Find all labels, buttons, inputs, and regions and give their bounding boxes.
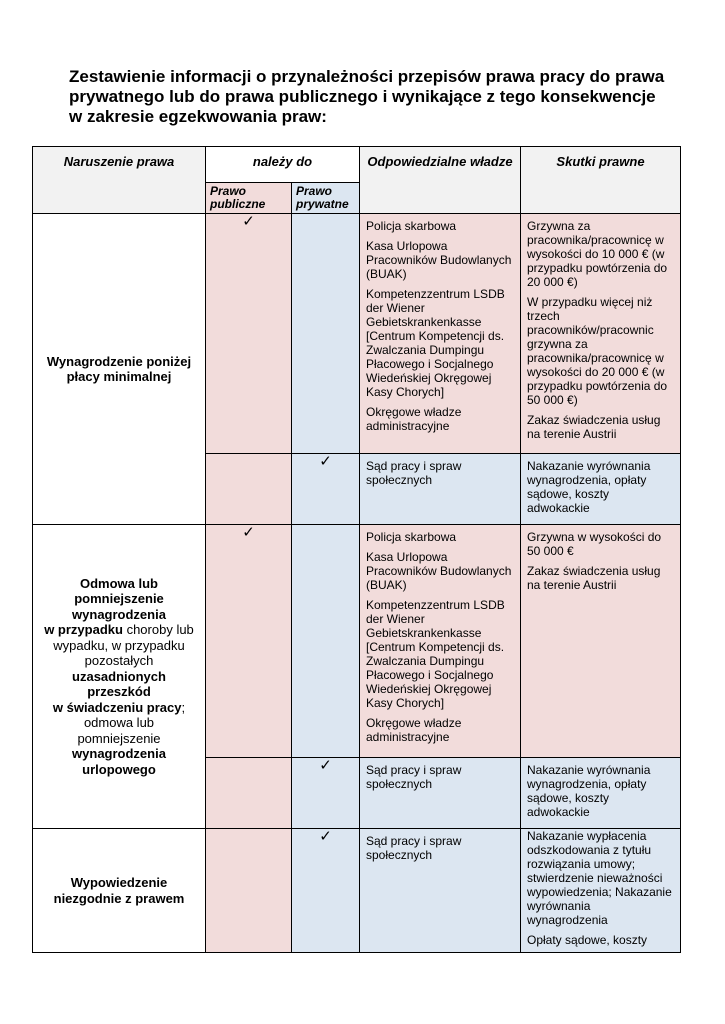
table-row [33,525,681,758]
authority-item: Okręgowe władze administracyjne [366,716,462,744]
authority-item: Policja skarbowa [366,530,457,544]
consequence-item: Nakazanie wyrównania wynagrodzenia, opłaty sądowe, koszty adwokackie [521,758,681,829]
table-row [33,829,681,953]
violation-label: Wypowiedzenie niezgodnie z prawem [33,829,206,953]
consequences-list [521,214,681,454]
consequences-list [521,525,681,758]
violation-label: Odmowa lub pomniejszenie wynagrodzenia w przypadku choroby lub wypadku, w przypadku pozostałych uzasadnionych przeszkód w świadczeniu pracy; odmowa lub pomniejszenie wynagrodzenia urlopowego [33,525,206,829]
check-mark-icon: ✓ [206,214,292,454]
check-mark-icon: ✓ [292,454,360,525]
consequence-item: Grzywna za pracownika/pracownicę w wysokości do 10 000 € (w przypadku powtórzenia do 20 000 €) [527,219,668,289]
authority-item: Okręgowe władze administracyjne [366,405,462,433]
authority-item: Policja skarbowa [366,219,457,233]
consequence-item: Opłaty sądowe, koszty [527,933,648,947]
check-mark-icon: ✓ [292,758,360,829]
header-authorities: Odpowiedzialne władze [360,147,521,214]
header-violation: Naruszenie prawa [33,147,206,214]
consequence-item: Nakazanie wypłacenia odszkodowania z tytułu rozwiązania umowy; stwierdzenie nieważności wypowiedzenia; Nakazanie wyrównania wynagrodzenia [527,829,672,927]
authority-item: Kompetenzzentrum LSDB der Wiener Gebietskrankenkasse [Centrum Kompetencji ds. Zwalczania Dumpingu Płacowego i Socjalnego Wiedeńskiej Okręgowej Kasy Chorych] [366,287,505,399]
consequences-list [521,829,681,953]
authorities-list [360,214,521,454]
authority-item: Sąd pracy i spraw społecznych [360,454,521,525]
authority-item: Sąd pracy i spraw społecznych [360,829,521,953]
consequence-item: Zakaz świadczenia usług na terenie Austrii [527,413,661,441]
authority-item: Kompetenzzentrum LSDB der Wiener Gebietskrankenkasse [Centrum Kompetencji ds. Zwalczania Dumpingu Płacowego i Socjalnego Wiedeńskiej Okręgowej Kasy Chorych] [366,598,505,710]
law-table [32,146,681,953]
header-consequences: Skutki prawne [521,147,681,214]
header-public-law: Prawo publiczne [206,183,292,214]
header-belongs-to: należy do [206,147,360,183]
consequence-item: Nakazanie wyrównania wynagrodzenia, opłaty sądowe, koszty adwokackie [521,454,681,525]
consequence-item: Zakaz świadczenia usług na terenie Austrii [527,564,661,592]
consequence-item: Grzywna w wysokości do 50 000 € [527,530,662,558]
document-title: Zestawienie informacji o przynależności przepisów prawa pracy do prawa prywatnego lub do prawa publicznego i wynikające z tego konsekwencje w zakresie egzekwowania praw: [69,67,665,126]
check-mark-icon: ✓ [206,525,292,758]
authority-item: Sąd pracy i spraw społecznych [360,758,521,829]
authority-item: Kasa Urlopowa Pracowników Budowlanych (BUAK) [366,550,512,592]
check-mark-icon: ✓ [292,829,360,953]
violation-label: Wynagrodzenie poniżej płacy minimalnej [33,214,206,525]
authority-item: Kasa Urlopowa Pracowników Budowlanych (BUAK) [366,239,512,281]
authorities-list [360,525,521,758]
consequence-item: W przypadku więcej niż trzech pracowników/pracownic grzywna za pracownika/pracownicę w wysokości do 20 000 € (w przypadku powtórzenia do 50 000 €) [527,295,668,407]
table-row [33,214,681,454]
header-private-law: Prawo prywatne [292,183,360,214]
